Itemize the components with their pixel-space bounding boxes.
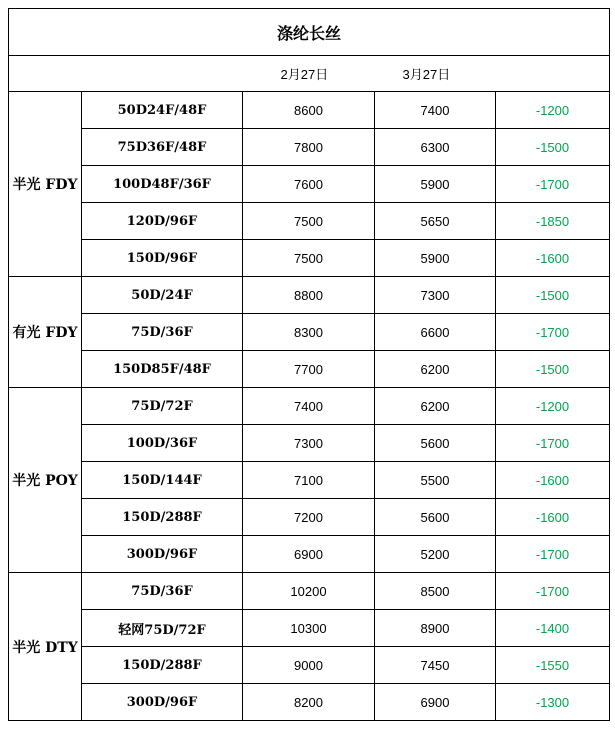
- spec-cell: 300D/96F: [82, 536, 243, 573]
- price-mar27-cell: 5600: [375, 499, 496, 536]
- change-cell: -1500: [496, 351, 610, 388]
- header-change: [496, 56, 610, 92]
- header-blank: [9, 56, 243, 92]
- spec-cell: 100D/36F: [82, 425, 243, 462]
- change-cell: -1700: [496, 166, 610, 203]
- table-row: [9, 573, 610, 610]
- spec-cell: 120D/96F: [82, 203, 243, 240]
- table-row: [9, 684, 610, 721]
- change-cell: -1850: [496, 203, 610, 240]
- price-mar27-cell: 6600: [375, 314, 496, 351]
- price-mar27-cell: 7400: [375, 92, 496, 129]
- table-row: [9, 425, 610, 462]
- price-mar27-cell: 5500: [375, 462, 496, 499]
- table-row: [9, 610, 610, 647]
- change-cell: -1200: [496, 92, 610, 129]
- spec-cell: 75D/36F: [82, 314, 243, 351]
- table-row: [9, 129, 610, 166]
- spec-cell: 50D/24F: [82, 277, 243, 314]
- change-cell: -1500: [496, 277, 610, 314]
- price-feb27-cell: 7400: [243, 388, 375, 425]
- change-cell: -1600: [496, 240, 610, 277]
- price-mar27-cell: 8900: [375, 610, 496, 647]
- change-cell: -1700: [496, 425, 610, 462]
- table-row: [9, 203, 610, 240]
- spec-cell: 75D/72F: [82, 388, 243, 425]
- change-cell: -1600: [496, 462, 610, 499]
- table-row: [9, 462, 610, 499]
- change-cell: -1700: [496, 573, 610, 610]
- price-feb27-cell: 7800: [243, 129, 375, 166]
- price-mar27-cell: 5600: [375, 425, 496, 462]
- price-feb27-cell: 7500: [243, 240, 375, 277]
- price-mar27-cell: 6200: [375, 351, 496, 388]
- price-feb27-cell: 9000: [243, 647, 375, 684]
- price-mar27-cell: 5900: [375, 240, 496, 277]
- table-row: [9, 647, 610, 684]
- price-mar27-cell: 5900: [375, 166, 496, 203]
- price-mar27-cell: 6900: [375, 684, 496, 721]
- spec-cell: 75D36F/48F: [82, 129, 243, 166]
- table-row: [9, 277, 610, 314]
- price-feb27-cell: 8300: [243, 314, 375, 351]
- table-row: [9, 92, 610, 129]
- price-table: [8, 8, 610, 721]
- price-mar27-cell: 6200: [375, 388, 496, 425]
- spec-cell: 150D/288F: [82, 499, 243, 536]
- title-row: [9, 9, 610, 56]
- table-title: 涤纶长丝: [9, 9, 610, 56]
- change-cell: -1550: [496, 647, 610, 684]
- price-feb27-cell: 7300: [243, 425, 375, 462]
- price-feb27-cell: 7100: [243, 462, 375, 499]
- change-cell: -1500: [496, 129, 610, 166]
- price-feb27-cell: 7200: [243, 499, 375, 536]
- price-mar27-cell: 7450: [375, 647, 496, 684]
- price-feb27-cell: 10200: [243, 573, 375, 610]
- price-feb27-cell: 8200: [243, 684, 375, 721]
- group-label: 有光 FDY: [9, 277, 82, 388]
- price-mar27-cell: 8500: [375, 573, 496, 610]
- change-cell: -1400: [496, 610, 610, 647]
- price-feb27-cell: 10300: [243, 610, 375, 647]
- change-cell: -1600: [496, 499, 610, 536]
- spec-cell: 150D85F/48F: [82, 351, 243, 388]
- price-feb27-cell: 7700: [243, 351, 375, 388]
- spec-cell: 150D/144F: [82, 462, 243, 499]
- price-feb27-cell: 7500: [243, 203, 375, 240]
- change-cell: -1300: [496, 684, 610, 721]
- header-date-mar27: 3月27日: [375, 56, 496, 92]
- table-row: [9, 314, 610, 351]
- price-mar27-cell: 7300: [375, 277, 496, 314]
- spec-cell: 轻网75D/72F: [82, 610, 243, 647]
- spec-cell: 50D24F/48F: [82, 92, 243, 129]
- header-row: [9, 56, 610, 92]
- spec-cell: 150D/96F: [82, 240, 243, 277]
- table-row: [9, 499, 610, 536]
- table-row: [9, 166, 610, 203]
- table-row: [9, 536, 610, 573]
- change-cell: -1200: [496, 388, 610, 425]
- group-label: 半光 FDY: [9, 92, 82, 277]
- spec-cell: 100D48F/36F: [82, 166, 243, 203]
- price-mar27-cell: 6300: [375, 129, 496, 166]
- spec-cell: 300D/96F: [82, 684, 243, 721]
- group-label: 半光 DTY: [9, 573, 82, 721]
- price-mar27-cell: 5650: [375, 203, 496, 240]
- change-cell: -1700: [496, 314, 610, 351]
- spec-cell: 150D/288F: [82, 647, 243, 684]
- price-mar27-cell: 5200: [375, 536, 496, 573]
- price-feb27-cell: 7600: [243, 166, 375, 203]
- header-date-feb27: 2月27日: [243, 56, 375, 92]
- group-label: 半光 POY: [9, 388, 82, 573]
- price-feb27-cell: 8600: [243, 92, 375, 129]
- price-table-body: [9, 9, 610, 721]
- price-feb27-cell: 6900: [243, 536, 375, 573]
- table-row: [9, 240, 610, 277]
- table-row: [9, 351, 610, 388]
- price-feb27-cell: 8800: [243, 277, 375, 314]
- spec-cell: 75D/36F: [82, 573, 243, 610]
- change-cell: -1700: [496, 536, 610, 573]
- table-row: [9, 388, 610, 425]
